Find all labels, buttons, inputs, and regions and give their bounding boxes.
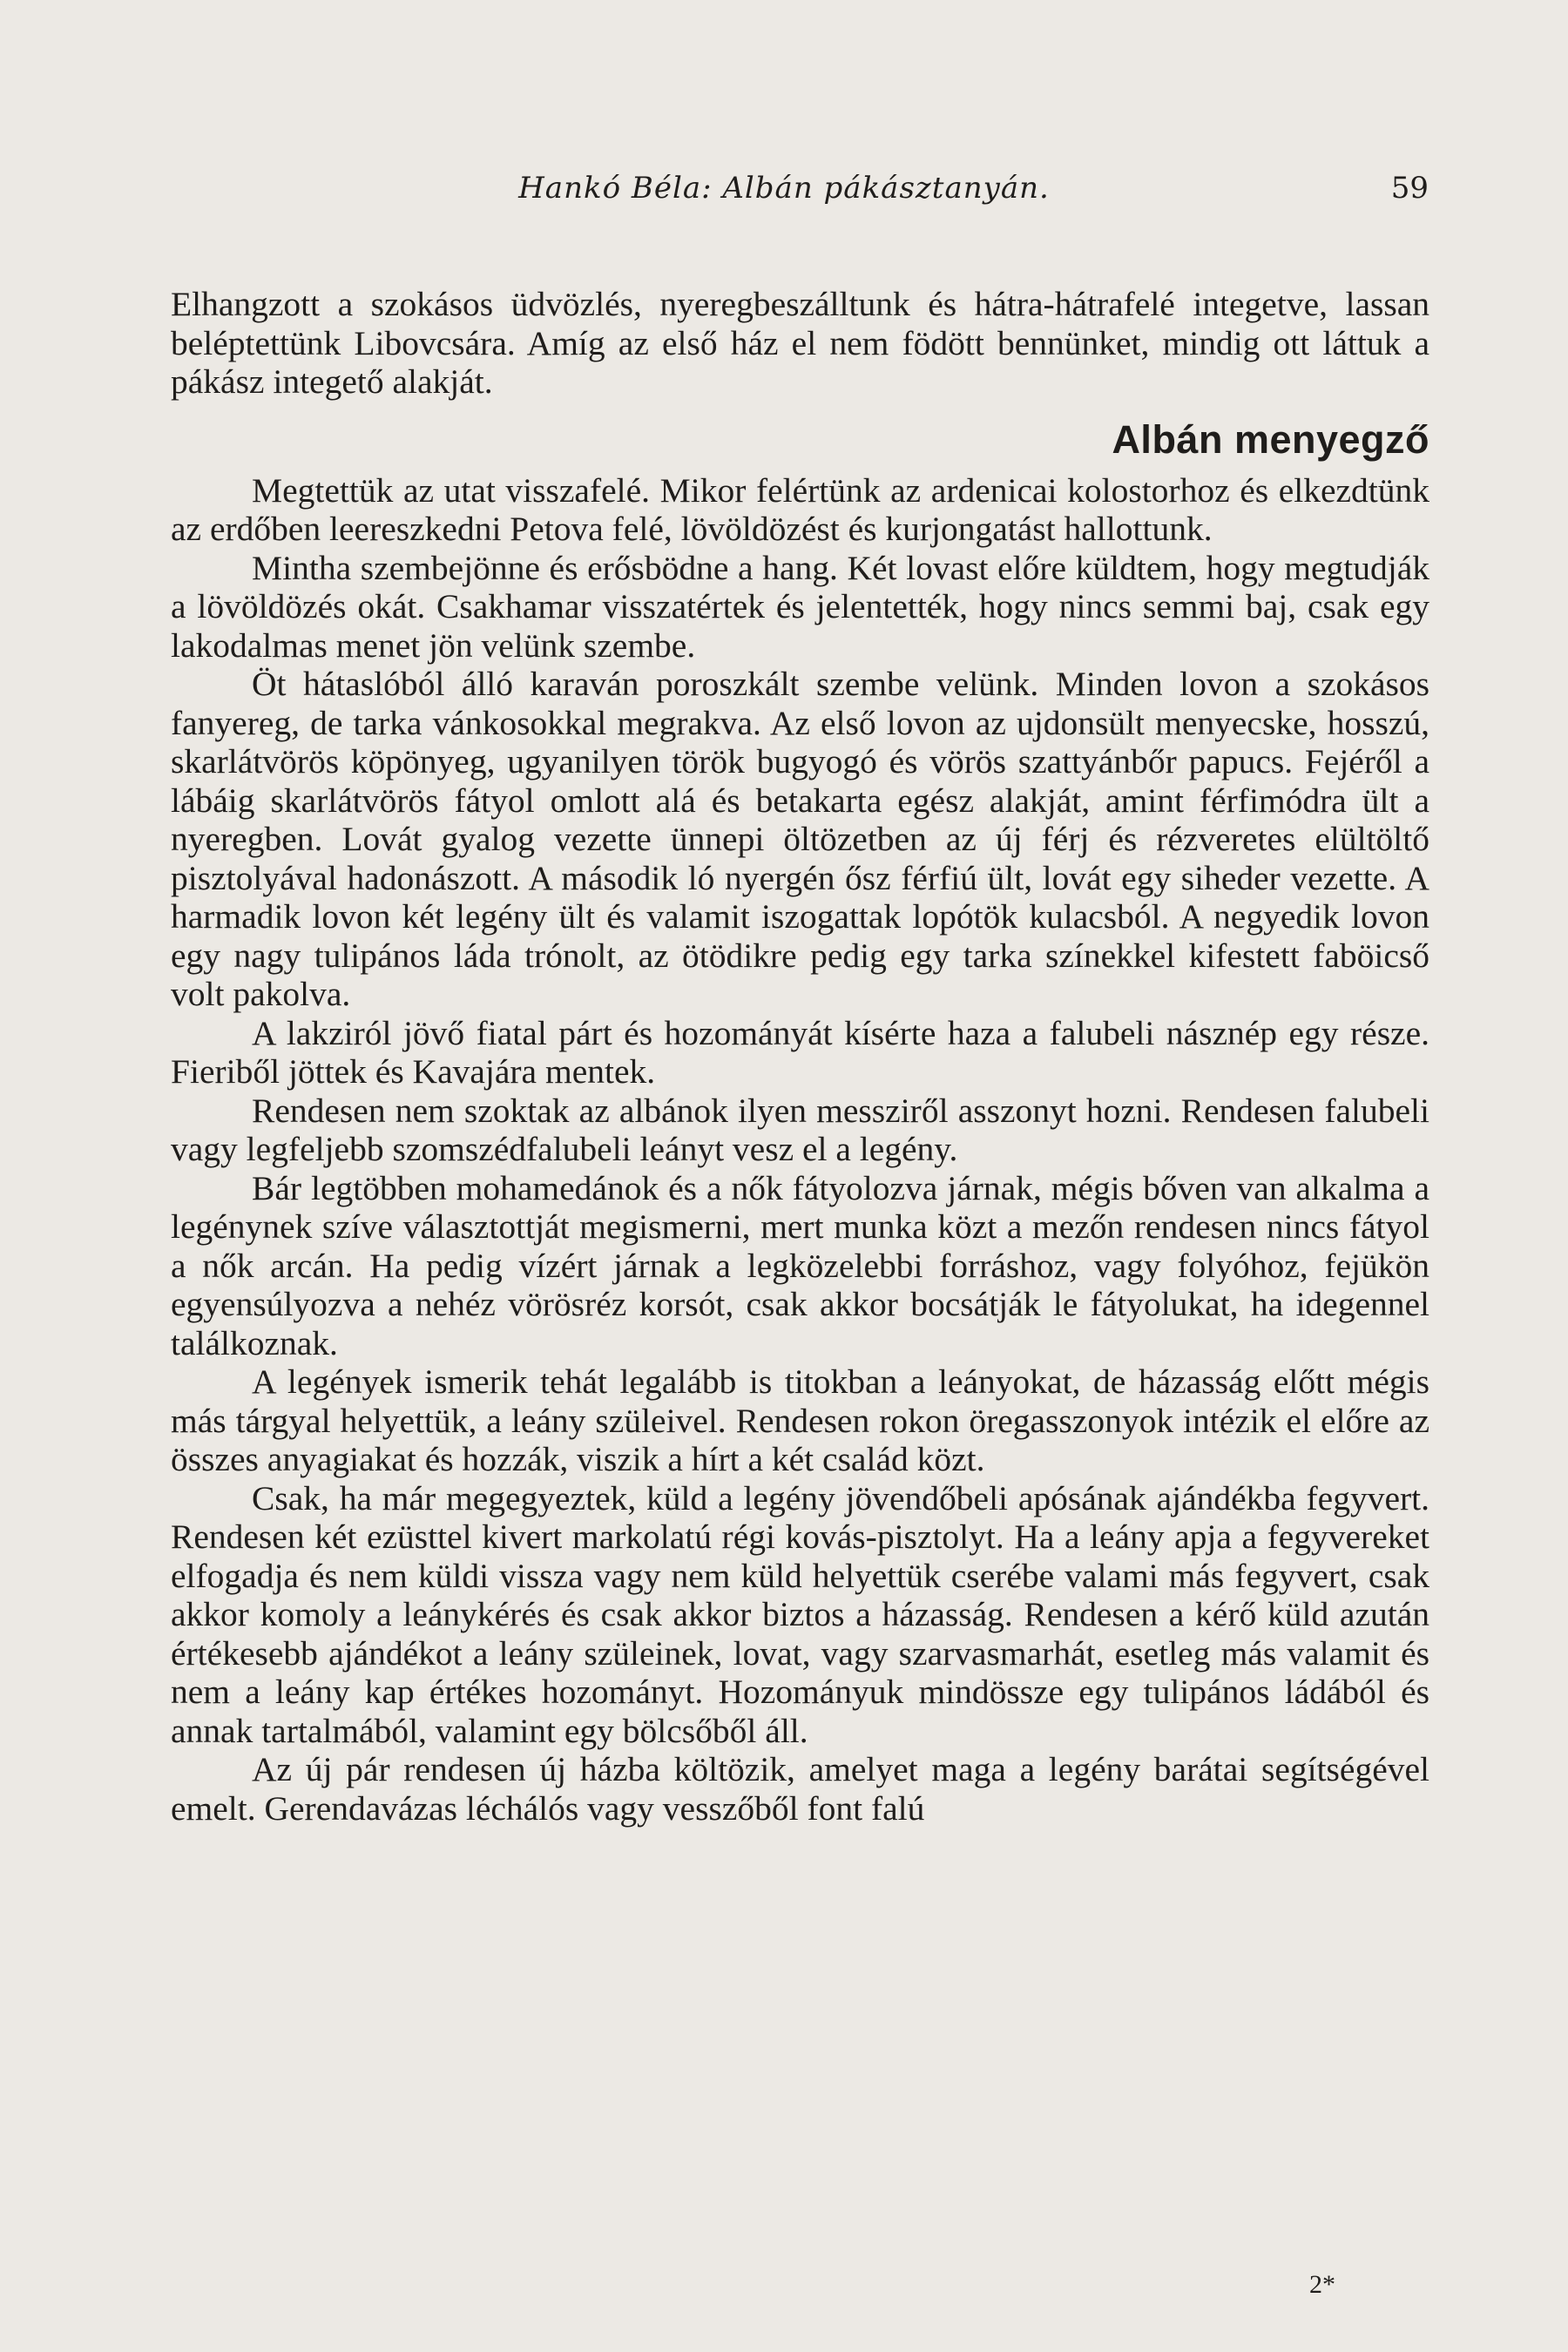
page-number: 59 xyxy=(1390,171,1429,206)
paragraph: A lakziról jövő fiatal párt és hozományát kísérte haza a falubeli násznép egy része. Fieriből jöttek és Kavajára mentek. xyxy=(171,1013,1429,1091)
paragraph: Mintha szembejönne és erősbödne a hang. Két lovast előre küldtem, hogy megtudják a lövöldözés okát. Csakhamar visszatértek és jelentették, hogy nincs semmi baj, csak egy lakodalmas menet jön velünk szembe. xyxy=(171,548,1429,665)
paragraph: Rendesen nem szoktak az albánok ilyen messziről asszonyt hozni. Rendesen falubeli vagy legfeljebb szomszédfalubeli leányt vesz el a legény. xyxy=(171,1091,1429,1168)
paragraph: A legények ismerik tehát legalább is titokban a leányokat, de házasság előtt mégis más tárgyal helyettük, a leány szüleivel. Rendesen rokon öregasszonyok intézik el előre az összes anyagiakat és hozzák, viszik a hírt a két család közt. xyxy=(171,1362,1429,1478)
paragraph: Öt hátaslóból álló karaván poroszkált szembe velünk. Minden lovon a szokásos fanyereg, de tarka vánkosokkal megrakva. Az első lovon az ujdonsült menyecske, hosszú, skarlátvörös köpönyeg, ugyanilyen török bugyogó és vörös szattyánbőr papucs. Fejéről a lábáig skarlátvörös fátyol omlott alá és betakarta egész alakját, amint férfimódra ült a nyeregben. Lovát gyalog vezette ünnepi öltözetben az új férj és rézveretes elültöltő pisztolyával hadonászott. A második ló nyergén ősz férfiú ült, lovát egy siheder vezette. A harmadik lovon két legény ült és valamit iszogattak lopótök kulacsból. A negyedik lovon egy nagy tulipános láda trónolt, az ötödikre pedig egy tarka színekkel kifestett faböicső volt pakolva. xyxy=(171,665,1429,1013)
intro-paragraph: Elhangzott a szokásos üdvözlés, nyeregbeszálltunk és hátra-hátrafelé integetve, lassan beléptettünk Libovcsára. Amíg az első ház el nem födött bennünket, mindig ott láttuk a pákász integető alakját. xyxy=(171,285,1429,401)
body-text xyxy=(171,285,1429,1828)
paragraph: Csak, ha már megegyeztek, küld a legény jövendőbeli apósának ajándékba fegyvert. Rendesen két ezüsttel kivert markolatú régi kovás-pisztolyt. Ha a leány apja a fegyvereket elfogadja és nem küldi vissza vagy nem küld helyettük cserébe valami más fegyvert, csak akkor komoly a leánykérés és csak akkor biztos a házasság. Rendesen a kérő küld azután értékesebb ajándékot a leány szüleinek, lovat, vagy szarvasmarhát, esetleg más valamit és nem a leány kap értékes hozományt. Hozományuk mindössze egy tulipános ládából és annak tartalmából, valamint egy bölcsőből áll. xyxy=(171,1478,1429,1750)
section-heading: Albán menyegző xyxy=(1112,416,1429,462)
paragraph: Megtettük az utat visszafelé. Mikor felértünk az ardenicai kolostorhoz és elkezdtünk az erdőben leereszkedni Petova felé, lövöldözést és kurjongatást hallottunk. xyxy=(171,470,1429,548)
signature-mark: 2* xyxy=(1309,2270,1335,2299)
paragraph: Az új pár rendesen új házba költözik, amelyet maga a legény barátai segítségével emelt. Gerendavázas léchálós vagy vesszőből font falú xyxy=(171,1750,1429,1828)
running-title: Hankó Béla: Albán pákásztanyán. xyxy=(518,171,1050,206)
paragraph: Bár legtöbben mohamedánok és a nők fátyolozva járnak, mégis bőven van alkalma a legénynek szíve választottját megismerni, mert munka közt a mezőn rendesen nincs fátyol a nők arcán. Ha pedig vízért járnak a legközelebbi forráshoz, vagy folyóhoz, fejükön egyensúlyozva a nehéz vörösréz korsót, csak akkor bocsátják le fátyolukat, ha idegennel találkoznak. xyxy=(171,1168,1429,1362)
